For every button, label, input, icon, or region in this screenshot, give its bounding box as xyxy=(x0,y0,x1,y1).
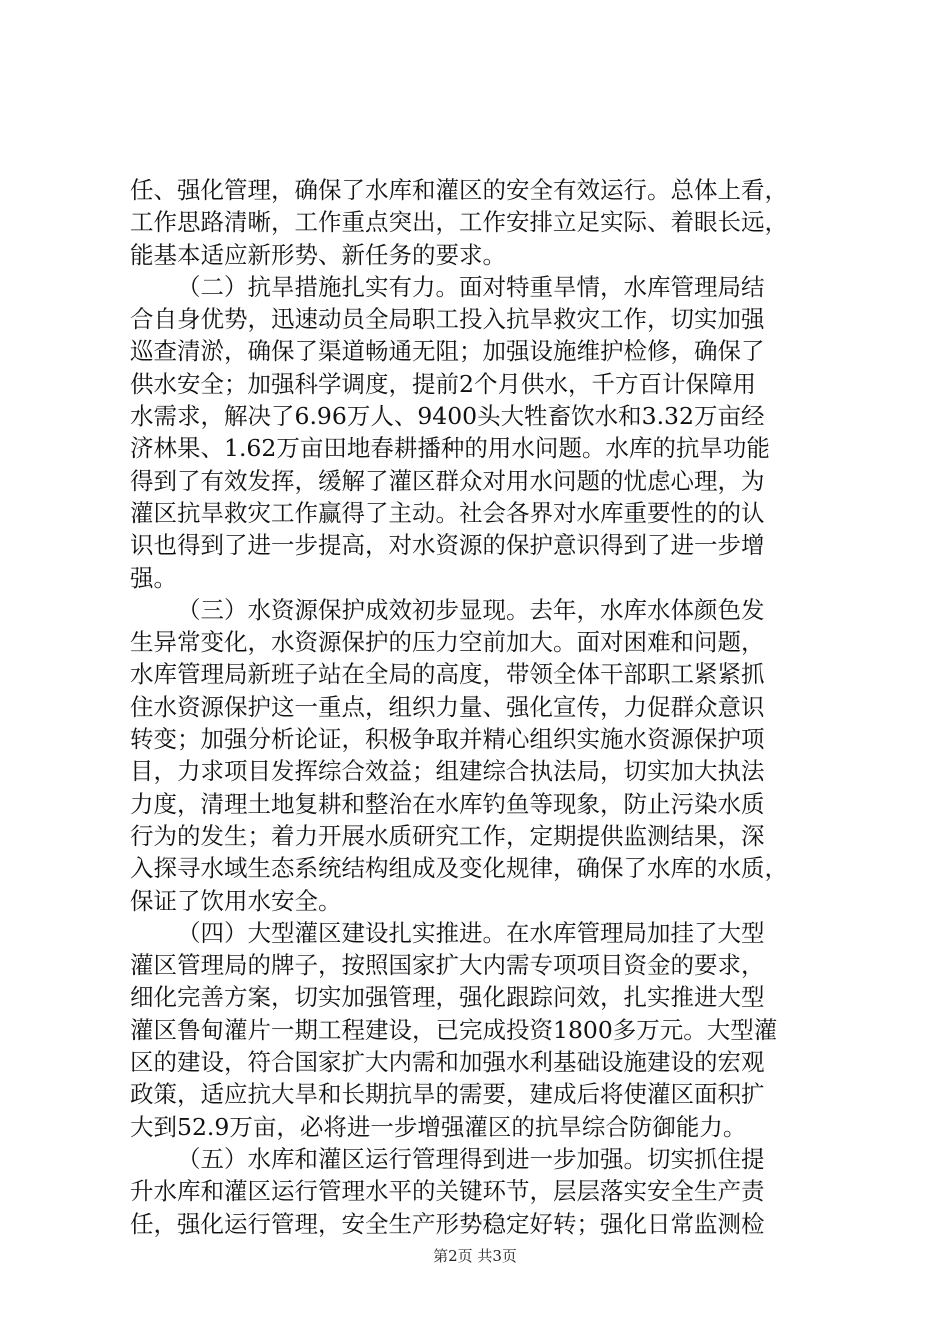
text-line: 供水安全；加强科学调度，提前2个月供水，千方百计保障用 xyxy=(130,369,756,398)
text-line: 任，强化运行管理，安全生产形势稳定好转；强化日常监测检 xyxy=(130,1209,765,1238)
page-number: 第2页 共3页 xyxy=(433,1247,517,1265)
text-line: 灌区抗旱救灾工作赢得了主动。社会各界对水库重要性的的认 xyxy=(130,498,765,527)
page-footer xyxy=(0,1246,950,1266)
text-line: 合自身优势，迅速动员全局职工投入抗旱救灾工作，切实加强 xyxy=(130,305,765,334)
text-line: 工作思路清晰，工作重点突出，工作安排立足实际、着眼长远， xyxy=(130,208,788,237)
text-line: 得到了有效发挥，缓解了灌区群众对用水问题的忧虑心理，为 xyxy=(130,466,765,495)
text-line: 生异常变化，水资源保护的压力空前加大。面对困难和问题， xyxy=(130,628,765,657)
text-line: 入探寻水域生态系统结构组成及变化规律，确保了水库的水质， xyxy=(130,854,788,883)
text-line: 细化完善方案，切实加强管理，强化跟踪问效，扎实推进大型 xyxy=(130,983,765,1012)
text-line: 目，力求项目发挥综合效益；组建综合执法局，切实加大执法 xyxy=(130,757,765,786)
text-line: 政策，适应抗大旱和长期抗旱的需要，建成后将使灌区面积扩 xyxy=(130,1080,765,1109)
text-line: 升水库和灌区运行管理水平的关键环节，层层落实安全生产责 xyxy=(130,1177,765,1206)
paragraph-heading-5: （五）水库和灌区运行管理得到进一步加强。切实抓住提 xyxy=(177,1144,765,1173)
text-line: 大到52.9万亩，必将进一步增强灌区的抗旱综合防御能力。 xyxy=(130,1112,747,1141)
text-line: 保证了饮用水安全。 xyxy=(130,886,342,915)
paragraph-heading-2: （二）抗旱措施扎实有力。面对特重旱情，水库管理局结 xyxy=(177,272,765,301)
text-line: 力度，清理土地复耕和整治在水库钓鱼等现象，防止污染水质 xyxy=(130,789,765,818)
body-text xyxy=(130,174,830,1240)
text-line: 区的建设，符合国家扩大内需和加强水利基础设施建设的宏观 xyxy=(130,1048,765,1077)
text-line: 能基本适应新形势、新任务的要求。 xyxy=(130,240,506,269)
text-line: 水库管理局新班子站在全局的高度，带领全体干部职工紧紧抓 xyxy=(130,660,765,689)
text-line: 水需求，解决了6.96万人、9400头大牲畜饮水和3.32万亩经 xyxy=(130,402,765,431)
text-line: 转变；加强分析论证，积极争取并精心组织实施水资源保护项 xyxy=(130,725,765,754)
text-line: 济林果、1.62万亩田地春耕播种的用水问题。水库的抗旱功能 xyxy=(130,434,770,463)
text-line: 行为的发生；着力开展水质研究工作，定期提供监测结果，深 xyxy=(130,821,765,850)
text-line: 任、强化管理，确保了水库和灌区的安全有效运行。总体上看， xyxy=(130,176,788,204)
text-line: 强。 xyxy=(130,563,177,592)
text-line: 灌区鲁甸灌片一期工程建设，已完成投资1800多万元。大型灌 xyxy=(130,1015,778,1044)
text-line: 住水资源保护这一重点，组织力量、强化宣传，力促群众意识 xyxy=(130,692,765,721)
text-line: 识也得到了进一步提高，对水资源的保护意识得到了进一步增 xyxy=(130,531,765,560)
paragraph-heading-3: （三）水资源保护成效初步显现。去年，水库水体颜色发 xyxy=(177,595,765,624)
text-line: 巡查清淤，确保了渠道畅通无阻；加强设施维护检修，确保了 xyxy=(130,337,765,366)
paragraph-heading-4: （四）大型灌区建设扎实推进。在水库管理局加挂了大型 xyxy=(177,918,765,947)
text-line: 灌区管理局的牌子，按照国家扩大内需专项项目资金的要求， xyxy=(130,951,765,980)
